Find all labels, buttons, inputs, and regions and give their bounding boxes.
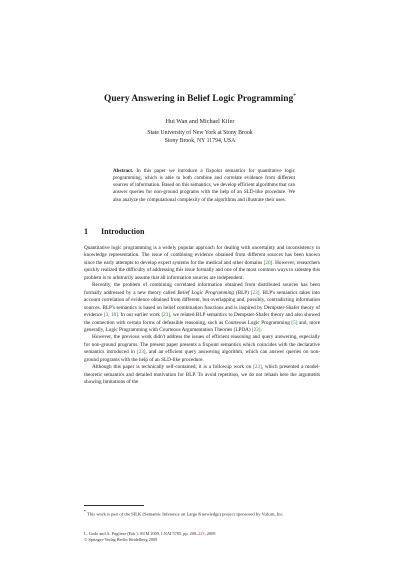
- title-footnote-mark: *: [293, 93, 296, 99]
- paragraph-1-text: Quantitative logic programming is a widely popular approach for dealing with uncertainty and inconsistency in knowledge representation. The issue of combining evidence obtained from different sources has been known since the early attempts to develop expert systems for the medical and other domains: [84, 245, 320, 266]
- footnote: [84, 509, 320, 518]
- citation-link[interactable]: [22]: [251, 326, 261, 333]
- section-heading: [84, 227, 144, 236]
- footnote-mark: *: [84, 510, 86, 514]
- paragraph-4-text-a: Although this paper is technically self-contained, it is a followup work on: [92, 364, 252, 371]
- paragraph-2-emphasis: Belief Logic Programming: [177, 289, 235, 296]
- abstract: [113, 168, 295, 204]
- citation-link[interactable]: [23]: [250, 289, 260, 296]
- paragraph-2-text-c: . BLP's semantics takes into account correlation of evidence obtained from different, but overlapping and, possibly, contradicting information sources. BLP's semantics is based on belief combination functions and is inspired by Dempster-Shafer theory of evidence: [84, 289, 321, 319]
- citation-link[interactable]: [3, 18]: [103, 312, 118, 319]
- paper-authors: Hui Wan and Michael Kifer: [165, 118, 235, 125]
- paragraph-2: [84, 282, 320, 334]
- imprint-citation: L. Godo and A. Pugliese (Eds.): SUM 2009, LNAI 5785, pp. 208: [84, 531, 197, 536]
- paragraph-2-text-d: . In our earlier work: [117, 312, 161, 319]
- paper-title: [40, 93, 360, 104]
- paragraph-2-text-b: (BLP): [235, 289, 249, 296]
- abstract-label: Abstract.: [113, 168, 134, 174]
- paper-title-text: Query Answering in Belief Logic Programming: [104, 94, 294, 105]
- paragraph-4: [84, 364, 320, 386]
- imprint-year: , 2009.: [204, 531, 217, 536]
- paragraph-1: [84, 245, 320, 282]
- citation-link[interactable]: [23]: [161, 312, 171, 319]
- paragraph-2-text-f: and, more generally, Logic Programming with Courteous Argumentation Theories (LPDA): [84, 319, 320, 333]
- paragraph-3-text-a: However, the previous work didn't address the issues of efficient reasoning and query answering, especially for non-ground programs. The present paper presents a fixpoint semantics which coincides with the declarative semantics introduced in: [84, 334, 320, 356]
- citation-link[interactable]: [20]: [263, 259, 273, 266]
- abstract-text: In this paper we introduce a fixpoint semantics for quantitative logic programming, which is able to both combine and correlate evidence from different sources of information. Based on this semantics, we develop efficient algorithms that can answer queries for non-ground programs with the help of an SLD-like procedure. We also analyze the computational complexity of the algorithms and illustrate their uses.: [113, 168, 295, 203]
- paragraph-3-text-b: , and an efficient query answering algorithm, which can answer queries on non-ground programs with the help of an SLD-like procedure.: [84, 349, 320, 363]
- affiliation-line-2: Stony Brook, NY 11794, USA: [164, 138, 236, 144]
- imprint-page-sep: –: [196, 531, 199, 536]
- imprint: [84, 531, 320, 543]
- citation-link[interactable]: [23]: [253, 364, 262, 371]
- paragraph-2-text-a: Recently, the problem of combining correlated information obtained from distributed sources has been formally addressed by a new theory called: [84, 282, 320, 296]
- section-number: 1: [84, 227, 88, 236]
- footnote-text: This work is part of the SILK (Semantic Inference on Large Knowledge) project sponsored by Vulcan, Inc.: [87, 511, 284, 517]
- imprint-last-page: 221: [198, 531, 205, 536]
- paragraph-2-text-g: .: [260, 326, 262, 333]
- citation-link[interactable]: [5]: [291, 319, 298, 326]
- imprint-copyright: © Springer-Verlag Berlin Heidelberg 2009: [84, 537, 158, 542]
- paragraph-4-text-b: , which presented a model-theoretic semantics and detailed motivation for BLP. To avoid repetition, we do not rehash here the arguments showing limitations of the: [84, 364, 320, 386]
- affiliation-line-1: State University of New York at Stony Brook: [147, 130, 253, 136]
- paragraph-3: [84, 334, 320, 364]
- body-text: [84, 245, 320, 387]
- paragraph-2-text-e: , we related BLP semantics to Dempster-Shafer theory and also showed the connection with certain forms of defeasible reasoning, such as Courteous Logic Programming: [84, 312, 320, 326]
- footnote-rule: [84, 505, 144, 506]
- paragraph-1-tail: . However, researchers quickly realized the difficulty of addressing this issue formally and one of the most common ways to sidestep this problem is to arbitrarily assume that all information sources are independent.: [84, 259, 320, 281]
- section-title: Introduction: [101, 227, 145, 236]
- citation-link[interactable]: [23]: [136, 349, 146, 356]
